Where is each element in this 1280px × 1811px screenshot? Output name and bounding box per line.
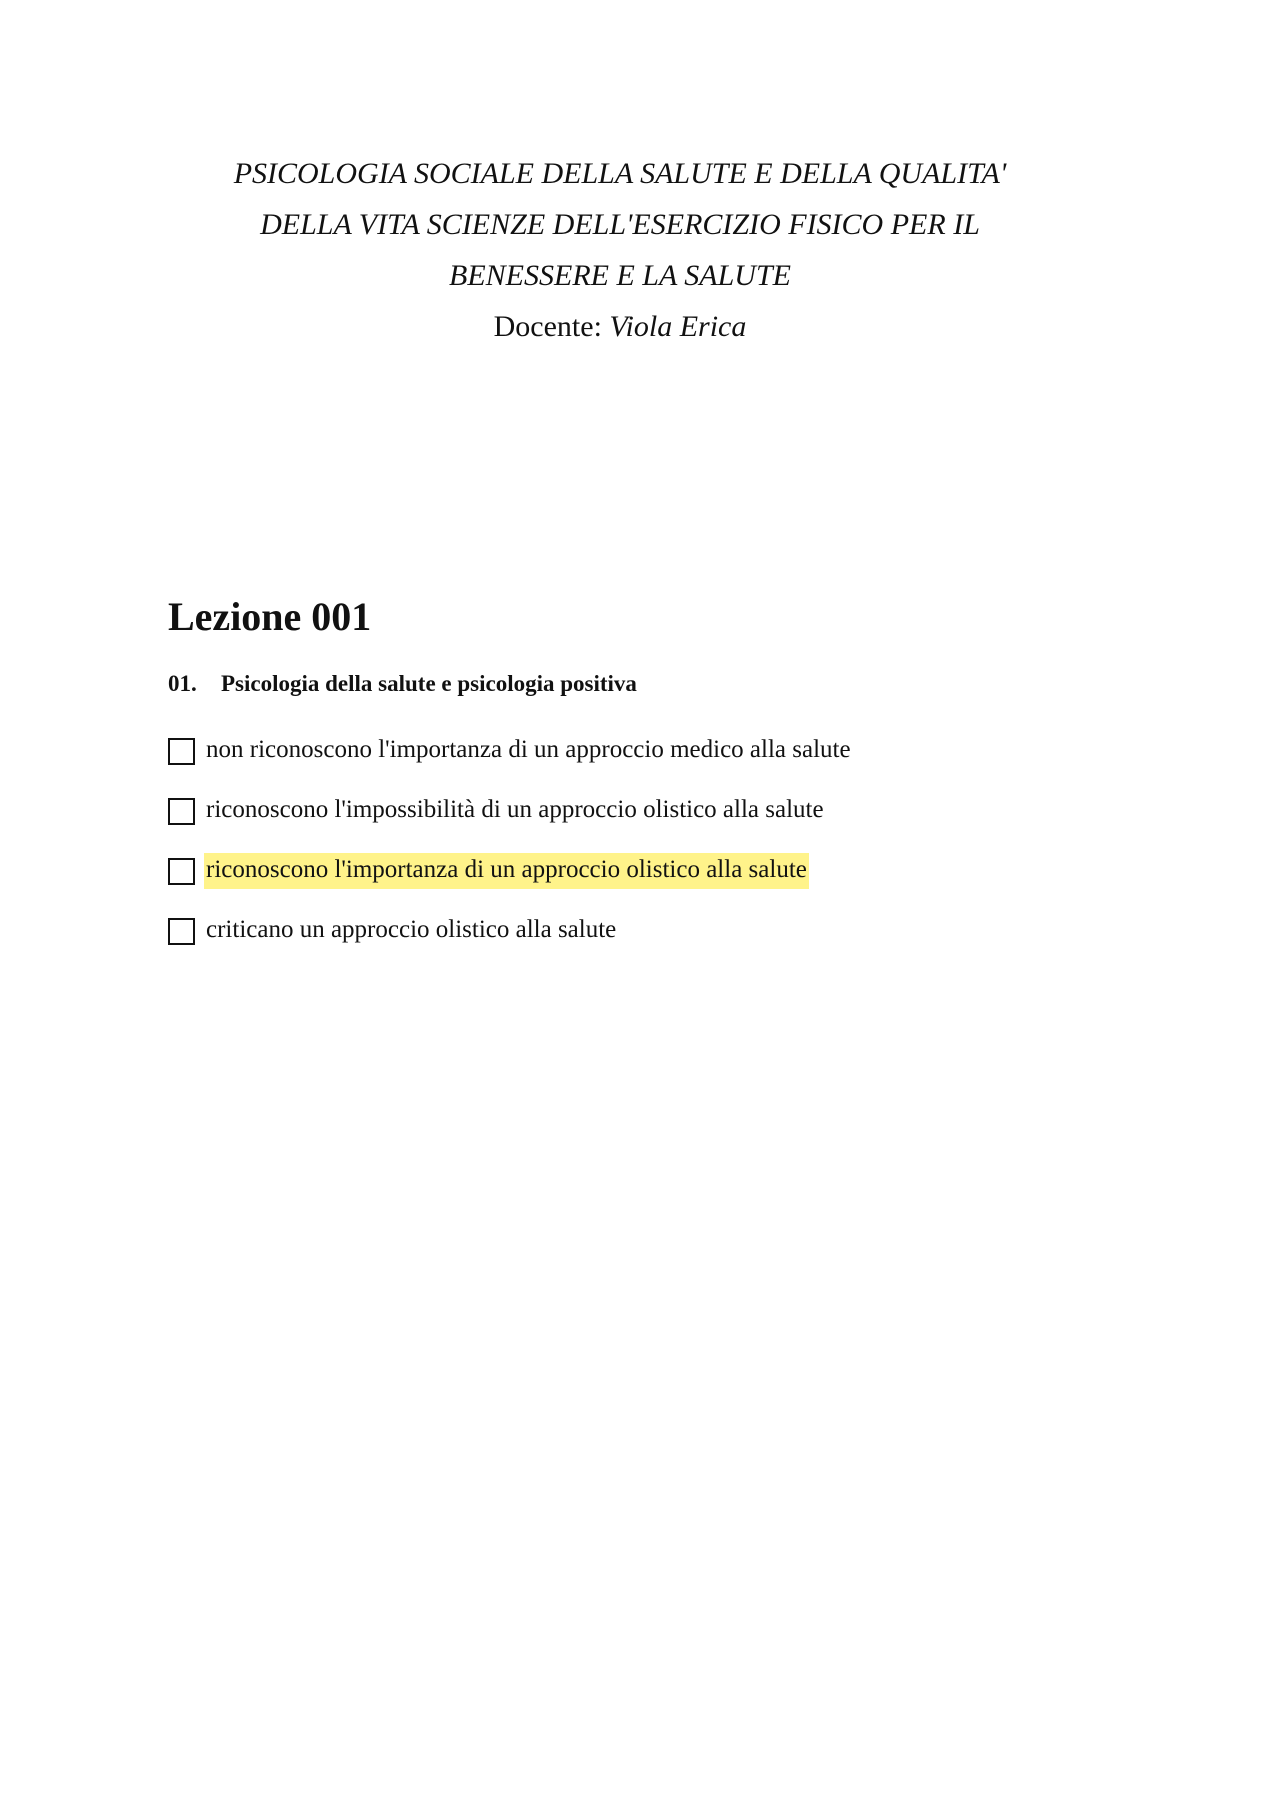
answer-list <box>168 721 853 961</box>
question-number: 01. <box>168 671 197 696</box>
answer-text-4: criticano un approccio olistico alla salute <box>206 916 617 943</box>
document-header <box>160 148 1080 352</box>
teacher-line <box>160 301 1080 352</box>
answer-text-1: non riconoscono l'importanza di un approccio medico alla salute <box>206 736 851 763</box>
answer-checkbox-4[interactable] <box>168 918 195 945</box>
answer-text-2: riconoscono l'impossibilità di un approccio olistico alla salute <box>206 796 824 823</box>
question-text: Psicologia della salute e psicologia positiva <box>221 671 637 696</box>
course-title-line-2: DELLA VITA SCIENZE DELL'ESERCIZIO FISICO PER IL <box>260 208 980 241</box>
course-title-line-3: BENESSERE E LA SALUTE <box>449 259 791 292</box>
answer-option-4[interactable] <box>168 901 853 961</box>
teacher-name: Viola Erica <box>609 310 747 343</box>
teacher-label: Docente: <box>493 310 602 343</box>
answer-checkbox-2[interactable] <box>168 798 195 825</box>
lesson-title: Lezione 001 <box>168 594 372 639</box>
answer-option-3[interactable] <box>168 841 853 901</box>
answer-checkbox-1[interactable] <box>168 738 195 765</box>
answer-option-1[interactable] <box>168 721 853 781</box>
question-heading <box>168 668 637 700</box>
answer-checkbox-3[interactable] <box>168 858 195 885</box>
answer-text-3: riconoscono l'importanza di un approccio olistico alla salute <box>204 853 809 889</box>
course-title-line-1: PSICOLOGIA SOCIALE DELLA SALUTE E DELLA QUALITA' <box>233 157 1007 190</box>
answer-option-2[interactable] <box>168 781 853 841</box>
